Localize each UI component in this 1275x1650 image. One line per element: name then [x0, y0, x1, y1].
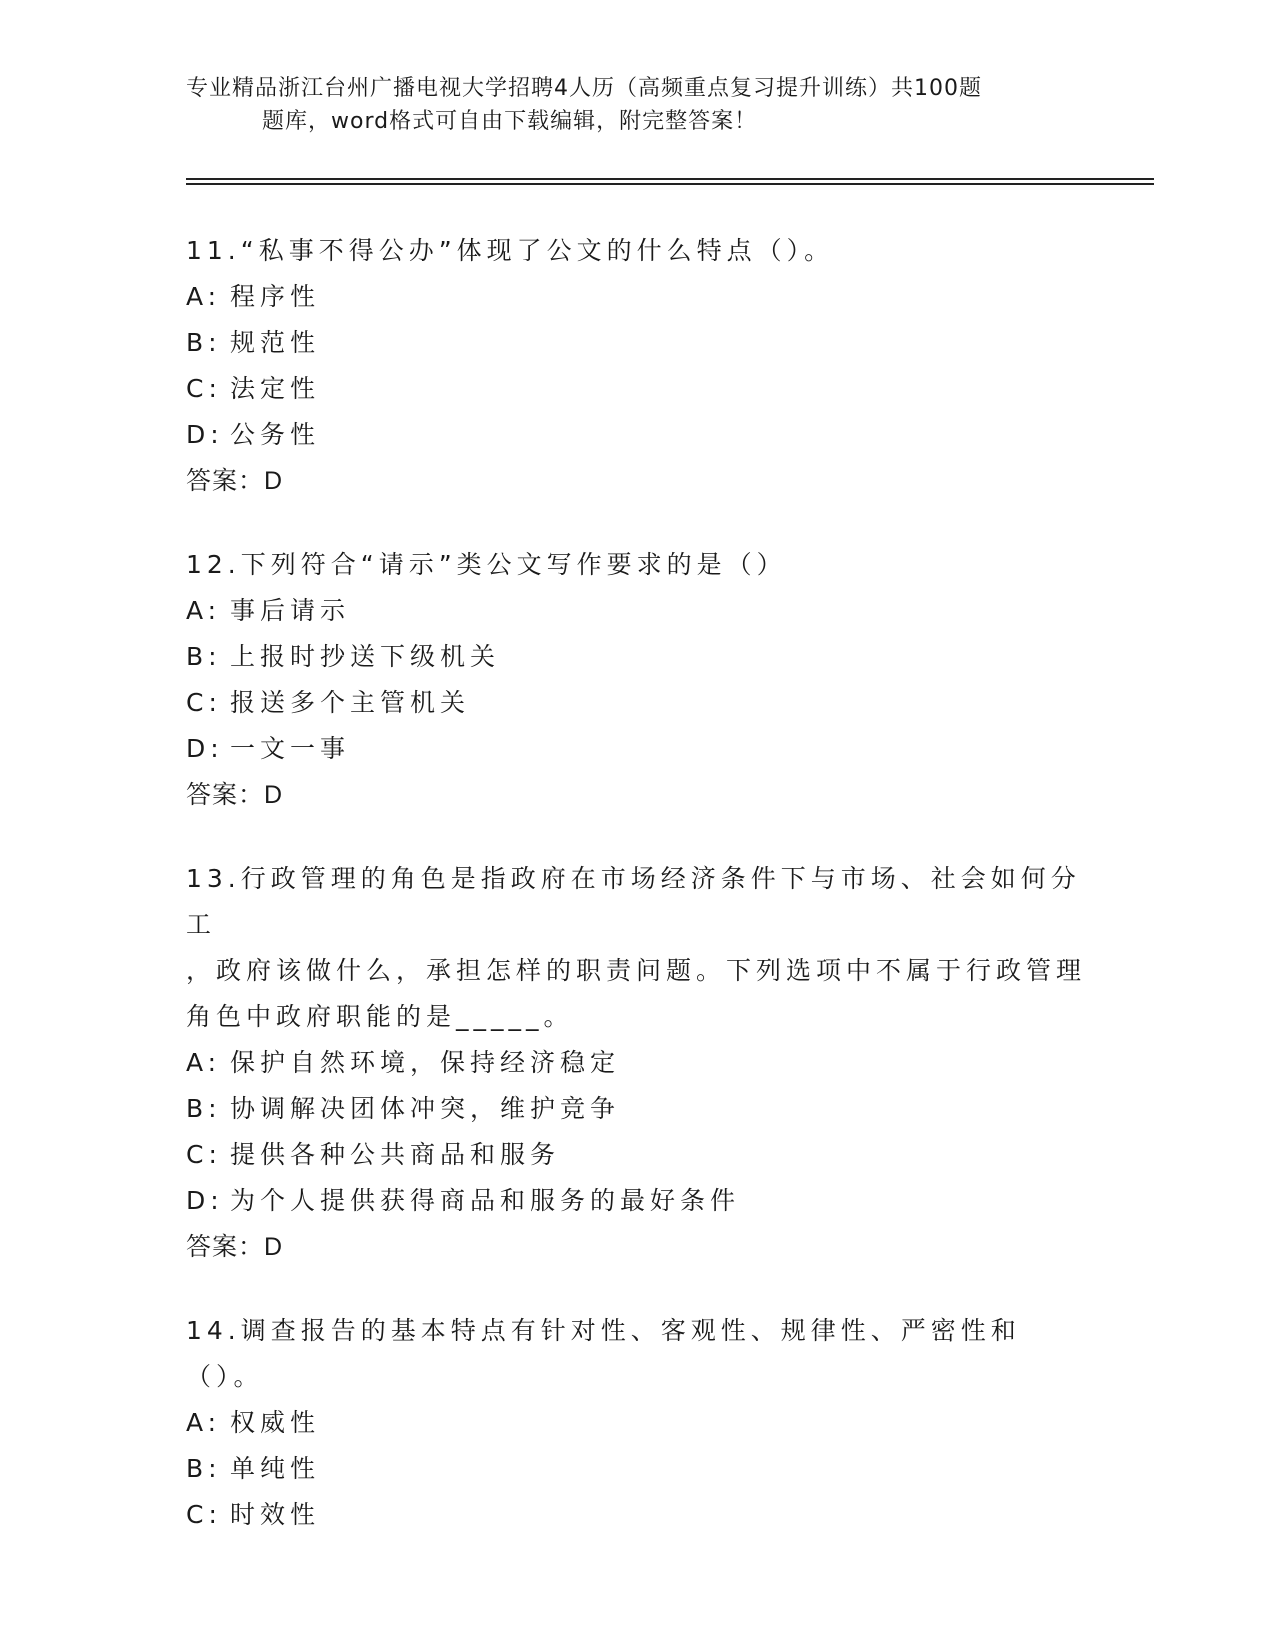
option-key: C:: [186, 688, 222, 717]
option-a: [186, 274, 1086, 320]
option-key: B:: [186, 328, 222, 357]
question-stem-line: 角色中政府职能的是_____。: [186, 1002, 574, 1031]
answer-line: 答案：D: [186, 467, 284, 495]
option-text: 报送多个主管机关: [230, 688, 471, 717]
option-b: [186, 1086, 1086, 1132]
option-key: D:: [186, 1186, 224, 1215]
question-14: [186, 1308, 1086, 1538]
option-d: [186, 412, 1086, 458]
title-line-1: 专业精品浙江台州广播电视大学招聘4人历（高频重点复习提升训练）共100题: [186, 76, 982, 101]
option-key: C:: [186, 374, 222, 403]
option-d: [186, 1178, 1086, 1224]
option-c: [186, 1132, 1086, 1178]
question-13: [186, 856, 1086, 1270]
option-key: A:: [186, 1048, 222, 1077]
option-b: [186, 634, 1086, 680]
option-d: [186, 726, 1086, 772]
answer-line: 答案：D: [186, 1233, 284, 1261]
option-text: 一文一事: [230, 734, 351, 763]
option-text: 权威性: [230, 1408, 321, 1437]
document-title: [186, 72, 1066, 138]
question-stem-line: ，政府该做什么，承担怎样的职责问题。下列选项中不属于行政管理: [186, 956, 1087, 985]
option-text: 程序性: [230, 282, 321, 311]
option-c: [186, 366, 1086, 412]
question-stem: 12.下列符合“请示”类公文写作要求的是（）: [186, 550, 787, 579]
option-text: 为个人提供获得商品和服务的最好条件: [230, 1186, 741, 1215]
question-12: [186, 542, 1086, 818]
option-key: B:: [186, 1454, 222, 1483]
option-text: 提供各种公共商品和服务: [230, 1140, 561, 1169]
option-key: A:: [186, 282, 222, 311]
option-key: B:: [186, 642, 222, 671]
option-c: [186, 680, 1086, 726]
option-a: [186, 1400, 1086, 1446]
option-text: 事后请示: [230, 596, 351, 625]
option-text: 保护自然环境，保持经济稳定: [230, 1048, 621, 1077]
option-text: 单纯性: [230, 1454, 321, 1483]
option-text: 上报时抄送下级机关: [230, 642, 501, 671]
answer-line: 答案：D: [186, 781, 284, 809]
option-key: B:: [186, 1094, 222, 1123]
question-stem: 11.“私事不得公办”体现了公文的什么特点（）。: [186, 236, 835, 265]
header-divider-bottom: [186, 183, 1154, 185]
question-stem-line: 13.行政管理的角色是指政府在市场经济条件下与市场、社会如何分工: [186, 864, 1081, 939]
option-key: D:: [186, 734, 224, 763]
option-text: 法定性: [230, 374, 321, 403]
option-key: C:: [186, 1140, 222, 1169]
option-text: 时效性: [230, 1500, 321, 1529]
option-key: C:: [186, 1500, 222, 1529]
option-c: [186, 1492, 1086, 1538]
option-b: [186, 1446, 1086, 1492]
header-divider-top: [186, 178, 1154, 180]
option-a: [186, 1040, 1086, 1086]
question-stem: 14.调查报告的基本特点有针对性、客观性、规律性、严密性和（）。: [186, 1316, 1021, 1391]
option-key: A:: [186, 596, 222, 625]
option-key: A:: [186, 1408, 222, 1437]
option-key: D:: [186, 420, 224, 449]
question-list: [186, 228, 1086, 1576]
option-b: [186, 320, 1086, 366]
option-text: 协调解决团体冲突，维护竞争: [230, 1094, 621, 1123]
option-text: 规范性: [230, 328, 321, 357]
question-11: [186, 228, 1086, 504]
option-text: 公务性: [230, 420, 321, 449]
option-a: [186, 588, 1086, 634]
title-line-2: 题库，word格式可自由下载编辑，附完整答案！: [262, 109, 758, 134]
